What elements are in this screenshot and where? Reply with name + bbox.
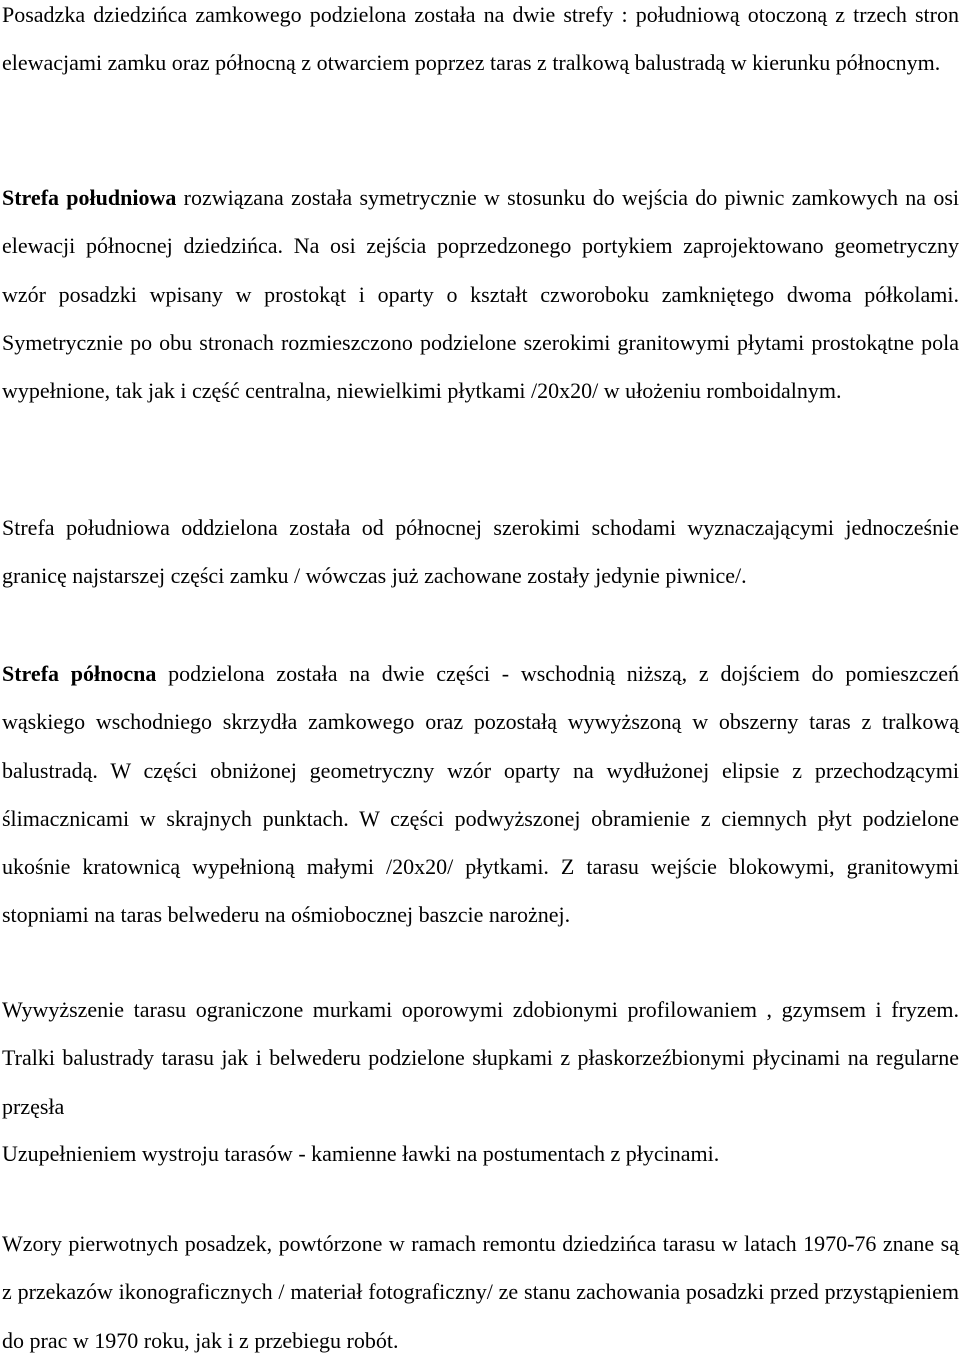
paragraph-original-patterns xyxy=(0,1220,959,1365)
paragraph-north-zone-lead: Strefa północna xyxy=(2,661,157,686)
paragraph-stairs-text: Strefa południowa oddzielona została od północnej szerokimi schodami wyznaczającymi jednocześnie granicę najstarszej części zamku / wówczas już zachowane zostały jedynie piwnice/. xyxy=(2,515,959,589)
paragraph-north-zone xyxy=(0,650,959,940)
paragraph-terrace-walls xyxy=(0,986,959,1131)
paragraph-north-zone-text: podzielona została na dwie części - wschodnią niższą, z dojściem do pomieszczeń wąskiego wschodniego skrzydła zamkowego oraz pozostałą wywyższoną w obszerny taras z tralkową balustradą. W części obniżonej geometryczny wzór oparty na wydłużonej elipsie z przechodzącymi ślimacznicami w skrajnych punktach. W części podwyższonej obramienie z ciemnych płyt podzielone ukośnie kratownicą wypełnioną małymi /20x20/ płytkami. Z tarasu wejście blokowymi, granitowymi stopniami na taras belwederu na ośmiobocznej baszcie narożnej. xyxy=(2,661,960,928)
paragraph-benches-text: Uzupełnieniem wystroju tarasów - kamienne ławki na postumentach z płycinami. xyxy=(2,1141,720,1166)
paragraph-terrace-walls-text: Wywyższenie tarasu ograniczone murkami oporowymi zdobionymi profilowaniem , gzymsem i fryzem. Tralki balustrady tarasu jak i belwederu podzielone słupkami z płaskorzeźbionymi płycinami na regularne przęsła xyxy=(2,997,959,1119)
paragraph-stairs xyxy=(0,504,959,601)
paragraph-south-zone-text: rozwiązana została symetrycznie w stosunku do wejścia do piwnic zamkowych na osi elewacji północnej dziedzińca. Na osi zejścia poprzedzonego portykiem zaprojektowano geometryczny wzór posadzki wpisany w prostokąt i oparty o kształt czworoboku zamkniętego dwoma półkolami. Symetrycznie po obu stronach rozmieszczono podzielone szerokimi granitowymi płytami prostokątne pola wypełnione, tak jak i część centralna, niewielkimi płytkami /20x20/ w ułożeniu romboidalnym. xyxy=(2,185,959,404)
paragraph-south-zone-lead: Strefa południowa xyxy=(2,185,177,210)
paragraph-benches xyxy=(0,1130,959,1178)
paragraph-intro xyxy=(0,0,959,88)
paragraph-south-zone xyxy=(0,174,959,415)
paragraph-original-patterns-text: Wzory pierwotnych posadzek, powtórzone w ramach remontu dziedzińca tarasu w latach 1970-76 znane są z przekazów ikonograficznych / materiał fotograficzny/ ze stanu zachowania posadzki przed przystąpieniem do prac w 1970 roku, jak i z przebiegu robót. xyxy=(2,1231,959,1353)
paragraph-intro-text: Posadzka dziedzińca zamkowego podzielona została na dwie strefy : południową otoczoną z trzech stron elewacjami zamku oraz północną z otwarciem poprzez taras z tralkową balustradą w kierunku północnym. xyxy=(2,2,959,76)
